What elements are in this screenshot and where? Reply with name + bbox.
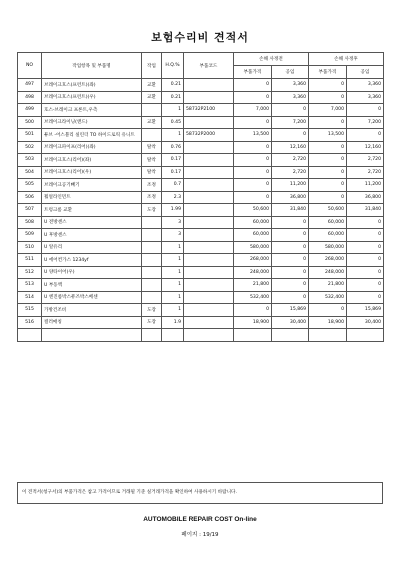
row-no: 505: [18, 179, 42, 192]
row-work: [142, 266, 162, 279]
row-before-labor: 0: [272, 104, 309, 117]
table-row: [18, 266, 384, 279]
row-hq: 0.21: [162, 91, 184, 104]
row-item: U 후방센스: [42, 229, 142, 242]
table-row: [18, 154, 384, 167]
row-part-code: [184, 204, 234, 217]
row-after-part-price: 268,000: [309, 254, 347, 267]
table-row: [18, 254, 384, 267]
row-before-labor: 12,160: [272, 141, 309, 154]
row-work: 탈착: [142, 141, 162, 154]
empty-filler-row: [18, 329, 384, 342]
row-before-labor: 0: [272, 241, 309, 254]
row-part-code: [184, 241, 234, 254]
row-after-labor: 2,720: [347, 166, 384, 179]
row-work: [142, 104, 162, 117]
row-after-labor: 0: [347, 291, 384, 304]
row-before-part-price: 0: [234, 304, 272, 317]
row-work: [142, 216, 162, 229]
row-part-code: [184, 279, 234, 292]
row-after-part-price: 0: [309, 191, 347, 204]
row-hq: 3: [162, 229, 184, 242]
row-after-part-price: 60,000: [309, 229, 347, 242]
row-work: [142, 129, 162, 142]
row-item: 브레이크호스(리어)(좌): [42, 154, 142, 167]
header-before-part-price: 부품가격: [234, 66, 272, 79]
header-after-labor: 공임: [347, 66, 384, 79]
row-work: 교환: [142, 116, 162, 129]
table-row: [18, 179, 384, 192]
row-item: 브레이크호스(리어)(우): [42, 166, 142, 179]
row-part-code: 58732P2100: [184, 104, 234, 117]
row-work: 조정: [142, 179, 162, 192]
row-after-part-price: 0: [309, 91, 347, 104]
table-row: [18, 141, 384, 154]
row-after-labor: 0: [347, 104, 384, 117]
row-after-part-price: 0: [309, 141, 347, 154]
row-after-labor: 0: [347, 266, 384, 279]
table-row: [18, 316, 384, 329]
row-hq: 0.21: [162, 79, 184, 92]
table-row: [18, 279, 384, 292]
row-after-part-price: 18,900: [309, 316, 347, 329]
row-work: 도장: [142, 204, 162, 217]
header-after: 손해 사정후: [309, 53, 384, 66]
row-before-part-price: 0: [234, 179, 272, 192]
row-work: [142, 279, 162, 292]
row-hq: 0.45: [162, 116, 184, 129]
row-item: U 전방센스: [42, 216, 142, 229]
row-hq: 1: [162, 254, 184, 267]
row-before-labor: 2,720: [272, 154, 309, 167]
row-before-labor: 0: [272, 291, 309, 304]
row-hq: 1: [162, 304, 184, 317]
row-part-code: [184, 266, 234, 279]
row-no: 509: [18, 229, 42, 242]
row-after-labor: 3,360: [347, 79, 384, 92]
row-no: 502: [18, 141, 42, 154]
row-after-labor: 12,160: [347, 141, 384, 154]
row-hq: 1: [162, 279, 184, 292]
row-work: 도장: [142, 316, 162, 329]
row-before-part-price: 0: [234, 154, 272, 167]
row-item: 호스-브레이크 프론트,우측: [42, 104, 142, 117]
row-no: 506: [18, 191, 42, 204]
row-after-part-price: 248,000: [309, 266, 347, 279]
row-part-code: [184, 141, 234, 154]
row-part-code: [184, 304, 234, 317]
row-hq: 2.3: [162, 191, 184, 204]
row-item: U 양타이어(우): [42, 266, 142, 279]
row-part-code: [184, 216, 234, 229]
row-item: 휠얼라인먼트: [42, 191, 142, 204]
table-row: [18, 129, 384, 142]
row-before-part-price: 0: [234, 141, 272, 154]
row-work: [142, 291, 162, 304]
row-before-part-price: 60,000: [234, 229, 272, 242]
row-after-labor: 31,840: [347, 204, 384, 217]
row-part-code: [184, 254, 234, 267]
row-after-labor: 0: [347, 229, 384, 242]
row-hq: 3: [162, 216, 184, 229]
row-no: 511: [18, 254, 42, 267]
row-hq: 0.7: [162, 179, 184, 192]
row-part-code: [184, 91, 234, 104]
row-hq: 0.76: [162, 141, 184, 154]
table-row: [18, 229, 384, 242]
row-after-part-price: 580,000: [309, 241, 347, 254]
estimate-table: [17, 52, 384, 342]
row-before-labor: 15,869: [272, 304, 309, 317]
row-after-part-price: 0: [309, 304, 347, 317]
row-no: 507: [18, 204, 42, 217]
row-before-part-price: 21,800: [234, 279, 272, 292]
row-before-part-price: 532,400: [234, 291, 272, 304]
table-row: [18, 241, 384, 254]
row-before-labor: 3,360: [272, 91, 309, 104]
row-item: 튜브 -어스블리 실린더 TO 하이드로릭 유니트: [42, 129, 142, 142]
disclaimer-note: 이 견적서(청구서)의 부품가격은 참고 가격이므로 거래될 기준 실거래가격을 확인하여 사용하시기 바랍니다.: [17, 482, 383, 504]
row-hq: 1: [162, 241, 184, 254]
row-work: 조정: [142, 191, 162, 204]
table-row: [18, 291, 384, 304]
row-part-code: [184, 79, 234, 92]
table-row: [18, 304, 384, 317]
row-work: 도장: [142, 304, 162, 317]
row-item: U 에어컨가스 1234yf: [42, 254, 142, 267]
footer-brand: AUTOMOBILE REPAIR COST On-line: [143, 516, 257, 523]
row-after-part-price: 0: [309, 79, 347, 92]
row-before-labor: 7,200: [272, 116, 309, 129]
row-before-labor: 0: [272, 229, 309, 242]
row-after-labor: 15,869: [347, 304, 384, 317]
row-part-code: [184, 154, 234, 167]
row-no: 500: [18, 116, 42, 129]
row-after-part-price: 7,000: [309, 104, 347, 117]
row-before-labor: 11,200: [272, 179, 309, 192]
row-before-labor: 31,840: [272, 204, 309, 217]
row-item: 브레이크라이닝(앤드): [42, 116, 142, 129]
table-row: [18, 116, 384, 129]
row-after-part-price: 0: [309, 166, 347, 179]
header-no: NO: [18, 53, 42, 79]
row-before-labor: 30,400: [272, 316, 309, 329]
row-after-part-price: 0: [309, 154, 347, 167]
row-after-labor: 0: [347, 279, 384, 292]
row-after-labor: 7,200: [347, 116, 384, 129]
row-hq: 1: [162, 104, 184, 117]
table-row: [18, 204, 384, 217]
row-after-part-price: 0: [309, 116, 347, 129]
header-before-labor: 공임: [272, 66, 309, 79]
row-after-labor: 0: [347, 254, 384, 267]
row-part-code: 58732P2000: [184, 129, 234, 142]
row-after-labor: 30,400: [347, 316, 384, 329]
row-item: U 알유리: [42, 241, 142, 254]
row-item: 브레이크호스(프런트)(좌): [42, 79, 142, 92]
row-before-labor: 3,360: [272, 79, 309, 92]
row-no: 501: [18, 129, 42, 142]
row-work: 탈착: [142, 166, 162, 179]
row-after-labor: 11,200: [347, 179, 384, 192]
row-before-labor: 0: [272, 129, 309, 142]
page-title: 보험수리비 견적서: [151, 31, 249, 44]
row-before-labor: 2,720: [272, 166, 309, 179]
row-hq: 1: [162, 291, 184, 304]
row-part-code: [184, 316, 234, 329]
row-part-code: [184, 291, 234, 304]
row-before-labor: 0: [272, 266, 309, 279]
row-before-part-price: 7,000: [234, 104, 272, 117]
row-after-labor: 2,720: [347, 154, 384, 167]
row-after-labor: 0: [347, 241, 384, 254]
row-item: U 엔진룸박스퓨즈박스베센: [42, 291, 142, 304]
row-hq: 1: [162, 129, 184, 142]
row-before-part-price: 580,000: [234, 241, 272, 254]
header-code: 부품코드: [184, 53, 234, 79]
row-item: 트렁크룸 교환: [42, 204, 142, 217]
row-item: 브레이크호스(프런트)(우): [42, 91, 142, 104]
row-after-part-price: 0: [309, 179, 347, 192]
row-item: U 부동액: [42, 279, 142, 292]
row-work: 교환: [142, 79, 162, 92]
header-hq: H.Q.%: [162, 53, 184, 79]
row-work: 탈착: [142, 154, 162, 167]
row-work: [142, 254, 162, 267]
row-before-part-price: 0: [234, 116, 272, 129]
table-row: [18, 166, 384, 179]
row-part-code: [184, 179, 234, 192]
row-item: 컬러매칭: [42, 316, 142, 329]
row-before-part-price: 0: [234, 91, 272, 104]
header-after-part-price: 부품가격: [309, 66, 347, 79]
row-hq: 0.17: [162, 166, 184, 179]
header-before: 손해 사정전: [234, 53, 309, 66]
row-before-labor: 0: [272, 216, 309, 229]
row-after-part-price: 532,400: [309, 291, 347, 304]
table-row: [18, 191, 384, 204]
row-before-part-price: 0: [234, 79, 272, 92]
row-no: 503: [18, 154, 42, 167]
row-before-part-price: 60,000: [234, 216, 272, 229]
row-before-part-price: 50,600: [234, 204, 272, 217]
row-hq: 1.99: [162, 204, 184, 217]
table-row: [18, 91, 384, 104]
row-part-code: [184, 191, 234, 204]
row-no: 514: [18, 291, 42, 304]
row-before-labor: 36,800: [272, 191, 309, 204]
row-after-part-price: 50,600: [309, 204, 347, 217]
row-item: 가방건조비: [42, 304, 142, 317]
row-part-code: [184, 166, 234, 179]
row-part-code: [184, 229, 234, 242]
row-item: 브레이크공기빼기: [42, 179, 142, 192]
row-before-part-price: 18,900: [234, 316, 272, 329]
row-no: 515: [18, 304, 42, 317]
row-item: 브레이크파이프(리어)(좌): [42, 141, 142, 154]
row-hq: 1: [162, 266, 184, 279]
row-hq: 0.17: [162, 154, 184, 167]
row-before-labor: 0: [272, 279, 309, 292]
row-no: 498: [18, 91, 42, 104]
row-part-code: [184, 116, 234, 129]
table-row: [18, 216, 384, 229]
table-row: [18, 79, 384, 92]
row-no: 497: [18, 79, 42, 92]
row-no: 516: [18, 316, 42, 329]
row-before-part-price: 248,000: [234, 266, 272, 279]
row-after-part-price: 60,000: [309, 216, 347, 229]
row-before-part-price: 0: [234, 166, 272, 179]
row-no: 512: [18, 266, 42, 279]
row-after-part-price: 13,500: [309, 129, 347, 142]
row-after-labor: 3,360: [347, 91, 384, 104]
row-before-part-price: 268,000: [234, 254, 272, 267]
row-work: 교환: [142, 91, 162, 104]
row-after-labor: 0: [347, 216, 384, 229]
row-no: 508: [18, 216, 42, 229]
row-hq: 1.9: [162, 316, 184, 329]
row-no: 510: [18, 241, 42, 254]
header-work: 작업: [142, 53, 162, 79]
row-after-labor: 0: [347, 129, 384, 142]
table-row: [18, 104, 384, 117]
row-work: [142, 229, 162, 242]
row-no: 513: [18, 279, 42, 292]
row-before-part-price: 0: [234, 191, 272, 204]
row-after-part-price: 21,800: [309, 279, 347, 292]
row-work: [142, 241, 162, 254]
row-no: 499: [18, 104, 42, 117]
row-before-part-price: 13,500: [234, 129, 272, 142]
row-after-labor: 36,800: [347, 191, 384, 204]
row-before-labor: 0: [272, 254, 309, 267]
header-item: 작업항목 및 부품명: [42, 53, 142, 79]
footer-page-number: 페이지 : 19/19: [181, 532, 219, 538]
row-no: 504: [18, 166, 42, 179]
